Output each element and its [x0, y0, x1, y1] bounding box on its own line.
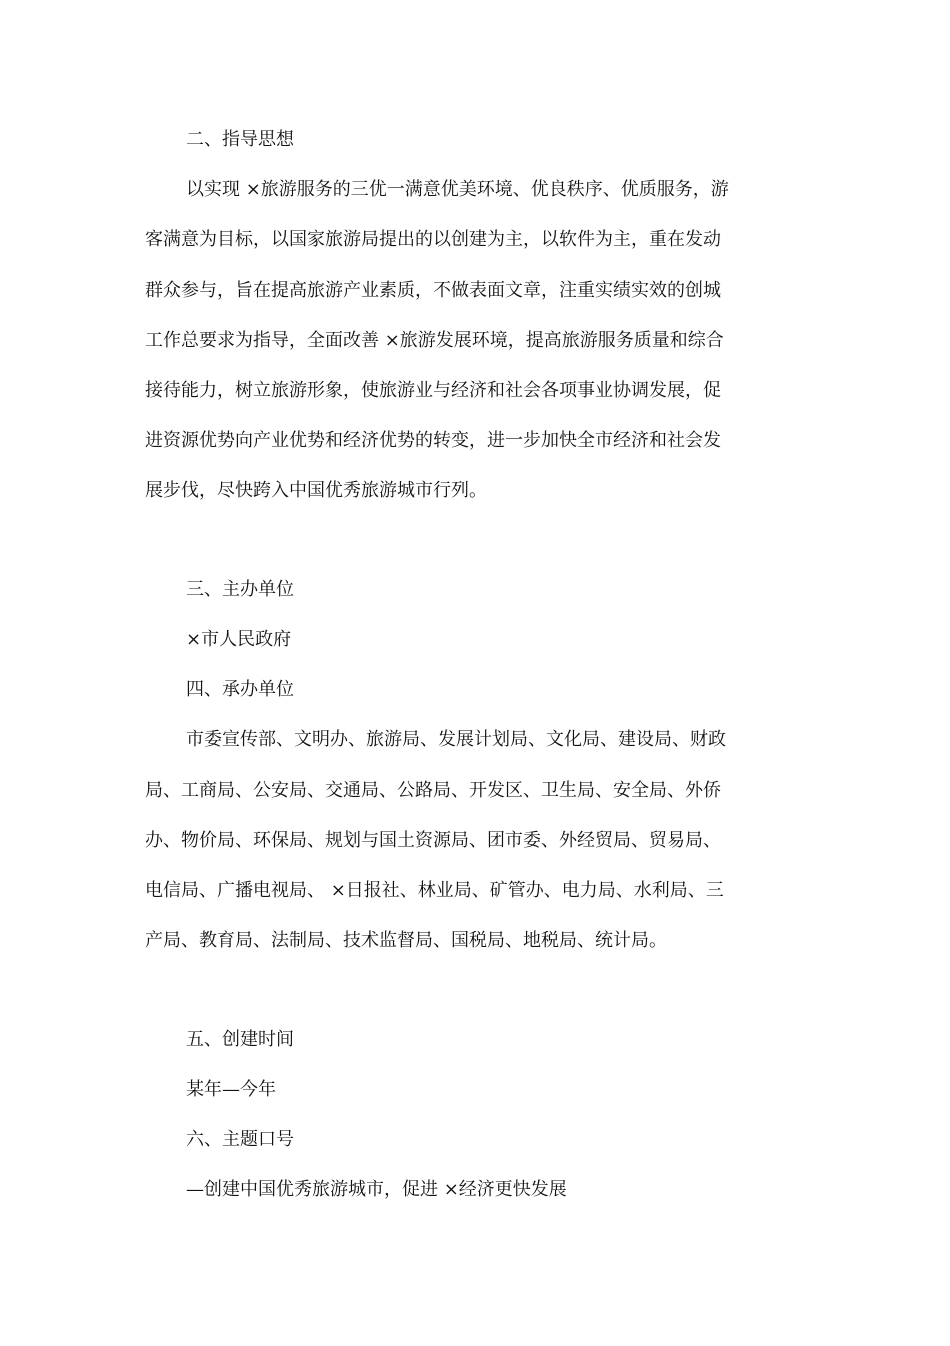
section-heading-host-unit: 三、主办单位 — [186, 579, 294, 600]
paragraph-line: 局、工商局、公安局、交通局、公路局、开发区、卫生局、安全局、外侨 — [145, 780, 721, 801]
paragraph-line: 市委宣传部、文明办、旅游局、发展计划局、文化局、建设局、财政 — [186, 729, 726, 750]
section-heading-creation-time: 五、创建时间 — [186, 1029, 294, 1050]
section-heading-organizers: 四、承办单位 — [186, 679, 294, 700]
paragraph-line: 以实现 ×旅游服务的三优一满意优美环境、优良秩序、优质服务，游 — [186, 179, 729, 200]
host-unit-text: ×市人民政府 — [186, 629, 292, 650]
paragraph-line: 工作总要求为指导，全面改善 ×旅游发展环境，提高旅游服务质量和综合 — [145, 330, 724, 351]
section-heading-guiding-ideology: 二、指导思想 — [186, 129, 294, 150]
paragraph-line: 进资源优势向产业优势和经济优势的转变，进一步加快全市经济和社会发 — [145, 430, 721, 451]
paragraph-line: 群众参与，旨在提高旅游产业素质，不做表面文章，注重实绩实效的创城 — [145, 280, 721, 301]
paragraph-line: 办、物价局、环保局、规划与国土资源局、团市委、外经贸局、贸易局、 — [145, 830, 721, 851]
slogan-text: —创建中国优秀旅游城市，促进 ×经济更快发展 — [186, 1179, 567, 1200]
paragraph-line: 产局、教育局、法制局、技术监督局、国税局、地税局、统计局。 — [145, 930, 667, 951]
paragraph-line: 电信局、广播电视局、 ×日报社、林业局、矿管办、电力局、水利局、三 — [145, 880, 724, 901]
paragraph-line: 展步伐，尽快跨入中国优秀旅游城市行列。 — [145, 480, 487, 501]
paragraph-line: 接待能力，树立旅游形象，使旅游业与经济和社会各项事业协调发展，促 — [145, 380, 721, 401]
creation-time-text: 某年—今年 — [186, 1079, 276, 1100]
paragraph-line: 客满意为目标，以国家旅游局提出的以创建为主，以软件为主，重在发动 — [145, 229, 721, 250]
section-heading-slogan: 六、主题口号 — [186, 1129, 294, 1150]
